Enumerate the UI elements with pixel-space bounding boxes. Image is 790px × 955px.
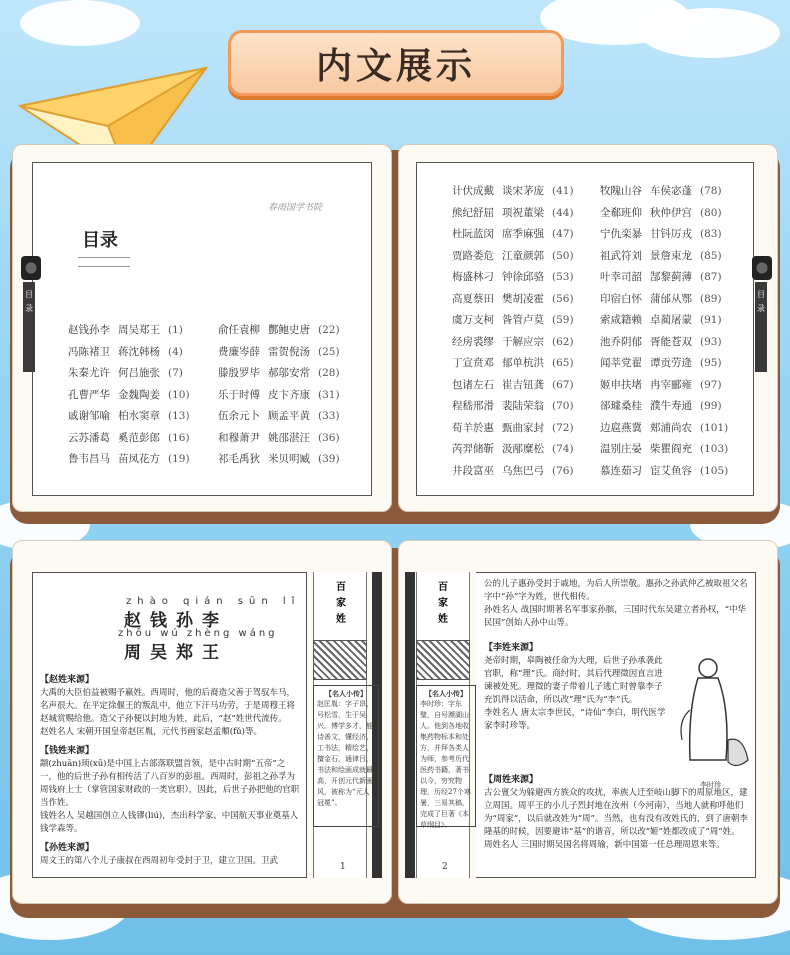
toc-entry[interactable]: 和穆萧尹 姚邵湛汪 (36): [218, 431, 340, 444]
section-body: 大禹的大臣伯益被赐予嬴姓。西周时，他的后裔造父善于驾驭车马，名声很大。在平定徐偃王的叛乱中，他立下汗马功劳，于是周穆王将赵城赏赐给他。造父子孙便以封地为姓，此后，“赵”姓世代流传。: [40, 688, 296, 724]
toc-entry[interactable]: 经房裘缪 干解应宗 (62): [452, 335, 574, 348]
kids-illustration: [313, 640, 367, 680]
toc-entry[interactable]: 宁仇栾暴 甘钭厉戎 (83): [600, 228, 722, 240]
toc-entry[interactable]: 池乔阴郁 胥能苍双 (93): [600, 335, 722, 348]
knot-ornament-icon: [21, 256, 41, 280]
toc-entry[interactable]: 边扈燕冀 郏浦尚农 (101): [600, 421, 729, 434]
famous-people: 钱姓名人 吴越国创立人钱镠(liú)，杰出科学家、中国航天事业奠基人钱学森等。: [40, 811, 299, 834]
cloud: [640, 8, 780, 58]
toc-column-left-2: [218, 320, 340, 471]
toc-entry[interactable]: 伍余元卜 顾孟平黄 (33): [218, 410, 340, 422]
bio-box: 【名人小传】 赵匡胤：字子昂，号松雪，生于吴兴。博学多才，能诗善文，懂经济，工书法，精绘艺，擅金石，通律吕，书法和绘画成就最高，开创元代新画风，被称为“元人冠冕”。: [313, 685, 379, 827]
toc-entry[interactable]: 赵钱孙李 周吴郑王 (1): [68, 324, 183, 336]
famous-people: 孙姓名人 战国时期著名军事家孙膑，三国时代东吴建立者孙权，“中华民国”创始人孙中山等。: [484, 605, 747, 628]
portrait-caption: 李时珍: [700, 781, 721, 789]
toc-entry[interactable]: 叶幸司韶 郜黎蓟薄 (87): [600, 271, 722, 283]
toc-entry[interactable]: 全郗班仰 秋仲伊宫 (80): [600, 206, 722, 219]
article-right-zhou: [484, 768, 748, 852]
section-heading: 【钱姓来源】: [40, 746, 95, 756]
li-shizhen-portrait: [668, 650, 758, 780]
section-body: 尧帝时期，皋陶被任命为大理，后世子孙承袭此官职，称“理”氏。商纣时，其后代理徵因直言进谏被处死。理徵的妻子带着儿子逃亡时曾靠李子充饥得以活命，所以改“理”氏为“李”氏。: [484, 656, 663, 705]
toc-side-tab: 目 录: [23, 282, 35, 372]
article-left: [40, 668, 302, 868]
toc-entry[interactable]: 程嵇邢滑 裴陆荣翁 (70): [452, 400, 574, 412]
toc-entry[interactable]: 闻莘党翟 谭贡劳逄 (95): [600, 357, 722, 369]
toc-entry[interactable]: 冯陈褚卫 蒋沈韩杨 (4): [68, 345, 183, 358]
toc-entry[interactable]: 乐于时傅 皮卞齐康 (31): [218, 388, 340, 401]
kids-illustration: [416, 640, 470, 680]
toc-entry[interactable]: 印宿白怀 蒲邰从鄂 (89): [600, 292, 722, 305]
section-body: 古公亶父为躲避西方族众的攻扰，率族人迁至岐山脚下的周原地区，建立周国。周平王的小儿子烈封地在汝州（今河南），当地人就称呼他们为“周家”，以后就改姓为“周”。当然，也有没有改姓氏的，到了唐朝李隆基的时候，因要避讳“基”的谐音，所以改“姬”姓都改成了“周”姓。: [484, 788, 748, 837]
section-body: 周文王的第八个儿子康叔在西周初年受封于卫，建立卫国。卫武: [40, 856, 279, 866]
toc-entry[interactable]: 芮羿储靳 汲邴糜松 (74): [452, 443, 574, 455]
cloud: [20, 0, 140, 46]
toc-entry[interactable]: 高夏蔡田 樊胡凌霍 (56): [452, 292, 574, 305]
toc-entry[interactable]: 牧隗山谷 车侯宓蓬 (78): [600, 185, 722, 197]
pinyin-line: zhōu wú zhèng wáng: [118, 628, 278, 639]
toc-entry[interactable]: 滕殷罗毕 郝邬安常 (28): [218, 367, 340, 379]
toc-entry[interactable]: 祖武符刘 景詹束龙 (85): [600, 249, 722, 262]
toc-entry[interactable]: 杜阮蓝闵 席季麻强 (47): [452, 228, 574, 240]
banner-title: 内文展示: [315, 45, 476, 87]
strip-border: [405, 572, 415, 878]
toc-column-right-2: [600, 181, 728, 482]
section-heading: 【周姓来源】: [484, 775, 539, 785]
famous-people: 李姓名人 唐太宗李世民，“诗仙”李白，明代医学家李时珍等。: [484, 708, 666, 731]
strip-label: 百家姓: [438, 582, 448, 625]
famous-people: 赵姓名人 宋朝开国皇帝赵匡胤，元代书画家赵孟頫(fǔ)等。: [40, 727, 262, 737]
toc-side-tab: 目 录: [755, 282, 767, 372]
toc-entry[interactable]: 祁毛禹狄 米贝明臧 (39): [218, 453, 340, 465]
section-body: 公的儿子惠孙受封于戚地，为后人所崇敬。惠孙之孙武仲乙被取祖父名字中“孙”字为姓，世代相传。: [484, 579, 748, 602]
toc-entry[interactable]: 荀羊於惠 甄曲家封 (72): [452, 421, 574, 434]
article-right-li: [484, 636, 666, 733]
toc-entry[interactable]: 姬申扶堵 冉宰郦雍 (97): [600, 378, 722, 391]
toc-entry[interactable]: 虞万支柯 昝管卢莫 (59): [452, 314, 574, 326]
famous-people: 周姓名人 三国时期吴国名将周瑜，新中国第一任总理周恩来等。: [484, 840, 725, 850]
toc-entry[interactable]: 井段富巫 乌焦巴弓 (76): [452, 464, 574, 477]
toc-entry[interactable]: 计伏成戴 谈宋茅庞 (41): [452, 185, 574, 197]
toc-entry[interactable]: 云苏潘葛 奚范彭郎 (16): [68, 431, 190, 444]
toc-entry[interactable]: 索咸籍赖 卓蔺屠蒙 (91): [600, 314, 722, 326]
toc-entry[interactable]: 梅盛林刁 钟徐邱骆 (53): [452, 271, 574, 283]
toc-entry[interactable]: 戚谢邹喻 柏水窦章 (13): [68, 410, 190, 422]
toc-entry[interactable]: 贾路娄危 江童颜郭 (50): [452, 249, 574, 262]
toc-entry[interactable]: 郤璩桑桂 濮牛寿通 (99): [600, 400, 722, 412]
toc-heading: 目录: [82, 230, 118, 251]
article-right-top: [484, 578, 748, 630]
toc-entry[interactable]: 俞任袁柳 酆鲍史唐 (22): [218, 324, 340, 336]
page-number: 2: [442, 862, 448, 872]
surname-line: 周吴郑王: [124, 643, 228, 663]
toc-entry[interactable]: 慕连茹习 宦艾鱼容 (105): [600, 464, 729, 477]
toc-entry[interactable]: 朱秦尤许 何吕施张 (7): [68, 367, 183, 379]
toc-entry[interactable]: 熊纪舒屈 项祝董梁 (44): [452, 206, 574, 219]
seal-logo: 春雨国学书院: [268, 203, 323, 213]
page-number: 1: [340, 862, 346, 872]
knot-ornament-icon: [752, 256, 772, 280]
toc-column-right-1: [452, 181, 574, 482]
section-heading: 【孙姓来源】: [40, 843, 95, 853]
toc-entry[interactable]: 包诸左石 崔吉钮龚 (67): [452, 378, 574, 391]
strip-label: 百家姓: [336, 582, 346, 625]
pinyin-line: zhào qián sūn lǐ: [126, 596, 301, 607]
toc-entry[interactable]: 温别庄晏 柴瞿阎充 (103): [600, 443, 729, 455]
toc-heading-ornament: [78, 257, 130, 267]
toc-entry[interactable]: 费廉岑薛 雷贺倪汤 (25): [218, 345, 340, 358]
bio-box: 【名人小传】 李时珍：字东璧，自号濒湖山人。他到各地收集药物标本和处方，并拜各类人为师，参考历代医药书籍，著书以今，穷究物理，历经27个寒暑，三易其稿，完成了巨著《本草纲目》。: [416, 685, 476, 827]
surname-line: 赵钱孙李: [124, 611, 228, 631]
toc-column-left-1: [68, 320, 190, 471]
section-heading: 【李姓来源】: [484, 643, 539, 653]
toc-entry[interactable]: 鲁韦昌马 苗凤花方 (19): [68, 453, 190, 465]
title-banner: [228, 30, 564, 96]
toc-entry[interactable]: 丁宣贲邓 郁单杭洪 (65): [452, 357, 574, 369]
section-heading: 【赵姓来源】: [40, 675, 95, 685]
section-body: 颛(zhuān)顼(xū)是中国上古部落联盟首领，是中古时期“五帝”之一，他的后世子孙有相传活了八百岁的彭祖。西周时，彭祖之孙孚为周钱府上士（掌管国家财政的一类官职），因此，后世子孙把他的官职当作姓。: [40, 759, 300, 808]
toc-entry[interactable]: 孔曹严华 金魏陶姜 (10): [68, 388, 190, 401]
